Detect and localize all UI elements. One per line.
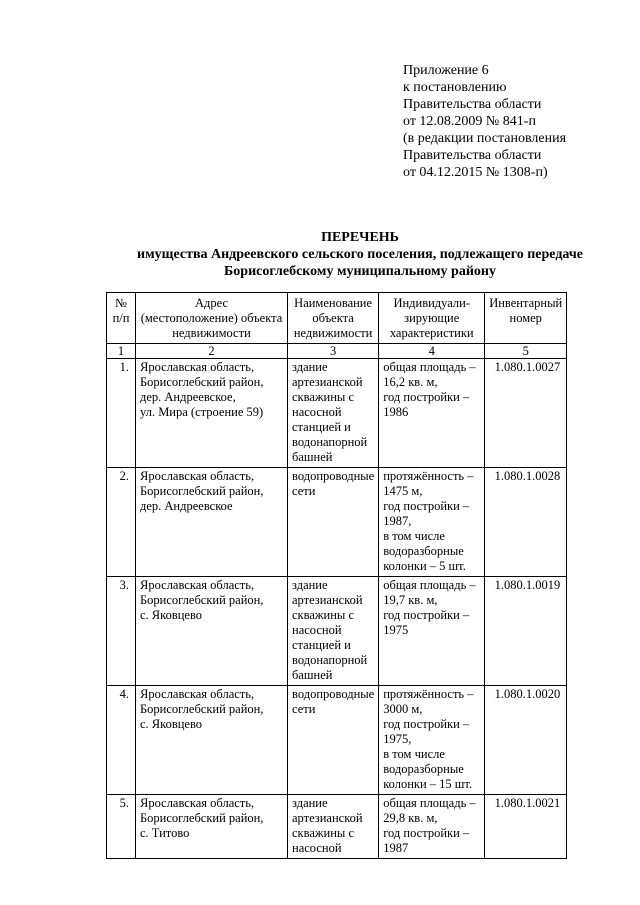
characteristics-line: общая площадь –: [383, 796, 476, 810]
address-cell: [136, 577, 288, 686]
characteristics-line: водоразборные: [383, 762, 464, 776]
row-number: 1.: [107, 359, 136, 468]
header-inventory-number: [485, 293, 567, 344]
header-object-name: [288, 293, 379, 344]
characteristics-line: общая площадь –: [383, 578, 476, 592]
table-row: [107, 686, 567, 795]
table-header-row: [107, 293, 567, 344]
characteristics-line: 1986: [383, 405, 409, 419]
characteristics-line: колонки – 5 шт.: [383, 559, 466, 573]
characteristics-line: 1987: [383, 841, 409, 855]
header-number: [107, 293, 136, 344]
header-address: [136, 293, 288, 344]
object-name-line: насосной: [292, 623, 342, 637]
characteristics-cell: [379, 795, 485, 859]
address-cell: [136, 468, 288, 577]
object-name-line: сети: [292, 484, 316, 498]
appendix-line: от 04.12.2015 № 1308-п): [403, 165, 548, 180]
address-line: Борисоглебский район,: [140, 702, 264, 716]
object-name-line: водопроводные: [292, 469, 375, 483]
characteristics-line: год постройки –: [383, 717, 470, 731]
appendix-note: [403, 62, 566, 181]
object-name-line: скважины с: [292, 826, 354, 840]
column-index: 2: [136, 344, 288, 359]
document-subtitle-line-2: Борисоглебскому муниципальному району: [224, 264, 496, 279]
header-text: №: [115, 296, 127, 310]
characteristics-line: водоразборные: [383, 544, 464, 558]
object-name-line: здание: [292, 578, 328, 592]
column-index-row: [107, 344, 567, 359]
column-index: 3: [288, 344, 379, 359]
column-index: 1: [107, 344, 136, 359]
address-line: Ярославская область,: [140, 687, 255, 701]
address-line: Ярославская область,: [140, 578, 255, 592]
table-row: [107, 577, 567, 686]
object-name-line: артезианской: [292, 593, 363, 607]
inventory-number: 1.080.1.0027: [485, 359, 567, 468]
object-name-line: артезианской: [292, 375, 363, 389]
object-name-cell: [288, 468, 379, 577]
characteristics-line: 3000 м,: [383, 702, 423, 716]
column-index: 4: [379, 344, 485, 359]
document-heading: ПЕРЕЧЕНЬ: [321, 230, 399, 245]
address-cell: [136, 359, 288, 468]
address-line: Борисоглебский район,: [140, 811, 264, 825]
address-cell: [136, 795, 288, 859]
characteristics-line: год постройки –: [383, 826, 470, 840]
appendix-line: Приложение 6: [403, 63, 489, 78]
object-name-line: насосной: [292, 405, 342, 419]
row-number: 2.: [107, 468, 136, 577]
address-line: ул. Мира (строение 59): [140, 405, 264, 419]
appendix-line: Правительства области: [403, 148, 542, 163]
header-text: Адрес: [194, 296, 229, 310]
object-name-line: водопроводные: [292, 687, 375, 701]
header-text: характеристики: [389, 326, 474, 340]
characteristics-line: 1975,: [383, 732, 412, 746]
inventory-number: 1.080.1.0021: [485, 795, 567, 859]
characteristics-line: 1987,: [383, 514, 412, 528]
header-text: (местоположение) объекта: [140, 311, 283, 325]
inventory-number: 1.080.1.0019: [485, 577, 567, 686]
characteristics-line: 1475 м,: [383, 484, 423, 498]
table-row: [107, 359, 567, 468]
row-number: 3.: [107, 577, 136, 686]
address-line: с. Яковцево: [140, 717, 203, 731]
characteristics-cell: [379, 359, 485, 468]
object-name-cell: [288, 577, 379, 686]
header-characteristics: [379, 293, 485, 344]
characteristics-cell: [379, 686, 485, 795]
characteristics-line: год постройки –: [383, 390, 470, 404]
characteristics-line: год постройки –: [383, 608, 470, 622]
object-name-cell: [288, 686, 379, 795]
characteristics-line: 19,7 кв. м,: [383, 593, 438, 607]
characteristics-line: 16,2 кв. м,: [383, 375, 438, 389]
address-line: дер. Андреевское,: [140, 390, 236, 404]
object-name-line: сети: [292, 702, 316, 716]
address-line: Борисоглебский район,: [140, 484, 264, 498]
object-name-line: здание: [292, 360, 328, 374]
address-cell: [136, 686, 288, 795]
inventory-number: 1.080.1.0020: [485, 686, 567, 795]
table-row: [107, 795, 567, 859]
address-line: Ярославская область,: [140, 796, 255, 810]
document-subtitle-line-1: имущества Андреевского сельского поселения, подлежащего передаче: [137, 247, 583, 262]
characteristics-line: общая площадь –: [383, 360, 476, 374]
object-name-line: станцией и: [292, 420, 351, 434]
object-name-line: насосной: [292, 841, 342, 855]
object-name-line: водонапорной: [292, 653, 368, 667]
characteristics-line: 1975: [383, 623, 409, 637]
characteristics-cell: [379, 577, 485, 686]
column-index: 5: [485, 344, 567, 359]
header-text: Индивидуали-: [393, 296, 470, 310]
characteristics-line: колонки – 15 шт.: [383, 777, 473, 791]
characteristics-line: протяжённость –: [383, 687, 474, 701]
object-name-line: артезианской: [292, 811, 363, 825]
header-text: п/п: [112, 311, 130, 325]
address-line: с. Титово: [140, 826, 190, 840]
appendix-line: (в редакции постановления: [403, 131, 567, 146]
object-name-line: водонапорной: [292, 435, 368, 449]
characteristics-line: 29,8 кв. м,: [383, 811, 438, 825]
address-line: Борисоглебский район,: [140, 375, 264, 389]
header-text: недвижимости: [172, 326, 251, 340]
header-text: недвижимости: [293, 326, 373, 340]
characteristics-line: в том числе: [383, 747, 445, 761]
row-number: 5.: [107, 795, 136, 859]
characteristics-line: год постройки –: [383, 499, 470, 513]
address-line: с. Яковцево: [140, 608, 203, 622]
property-table: [106, 292, 567, 859]
address-line: дер. Андреевское: [140, 499, 233, 513]
characteristics-cell: [379, 468, 485, 577]
characteristics-line: в том числе: [383, 529, 445, 543]
object-name-cell: [288, 795, 379, 859]
object-name-line: здание: [292, 796, 328, 810]
address-line: Ярославская область,: [140, 469, 255, 483]
header-text: номер: [509, 311, 542, 325]
object-name-line: башней: [292, 450, 333, 464]
header-text: зирующие: [404, 311, 460, 325]
appendix-line: от 12.08.2009 № 841-п: [403, 114, 536, 129]
appendix-line: Правительства области: [403, 97, 542, 112]
object-name-line: башней: [292, 668, 333, 682]
table-row: [107, 468, 567, 577]
appendix-line: к постановлению: [403, 80, 507, 95]
row-number: 4.: [107, 686, 136, 795]
object-name-line: скважины с: [292, 390, 354, 404]
address-line: Ярославская область,: [140, 360, 255, 374]
object-name-line: станцией и: [292, 638, 351, 652]
object-name-cell: [288, 359, 379, 468]
header-text: Инвентарный: [489, 296, 563, 310]
address-line: Борисоглебский район,: [140, 593, 264, 607]
inventory-number: 1.080.1.0028: [485, 468, 567, 577]
object-name-line: скважины с: [292, 608, 354, 622]
characteristics-line: протяжённость –: [383, 469, 474, 483]
header-text: объекта: [312, 311, 354, 325]
header-text: Наименование: [294, 296, 373, 310]
